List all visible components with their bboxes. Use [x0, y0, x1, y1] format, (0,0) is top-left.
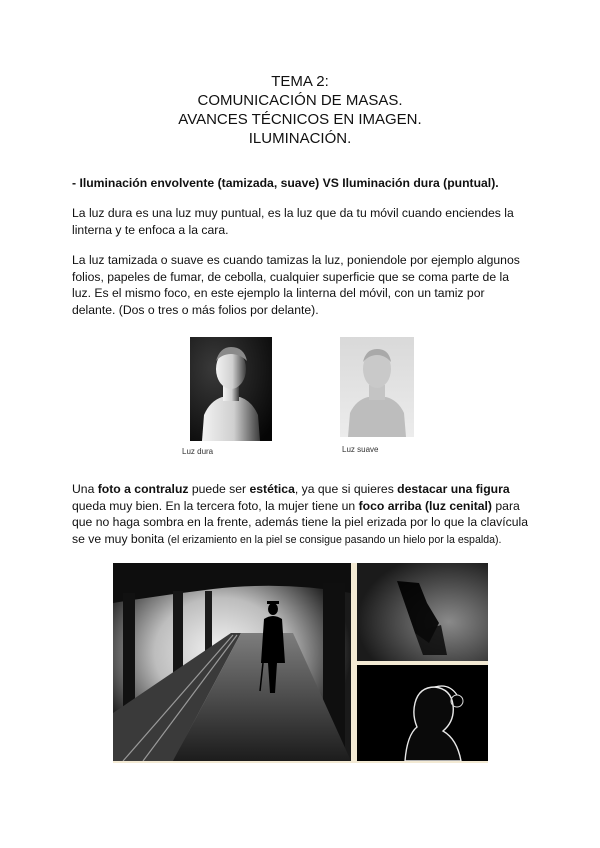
section-heading: - Iluminación envolvente (tamizada, suave) VS Iluminación dura (puntual).: [72, 176, 499, 190]
woman-backlit-photo: [357, 665, 488, 761]
p3-line-2: queda muy bien. En la tercera foto, la mujer tiene un foco arriba (luz cenital) para: [72, 498, 520, 513]
station-silhouette-photo: [113, 563, 351, 761]
bust-soft-light-photo: [340, 337, 414, 437]
p1-line-2: linterna y te enfoca a la cara.: [72, 222, 229, 237]
p2-line-1: La luz tamizada o suave es cuando tamizas la luz, poniendole por ejemplo algunos: [72, 253, 520, 267]
paragraph-hard-light: [72, 205, 532, 238]
p2-line-2: folios, papeles de fumar, de cebolla, cualquier superficie que se coma parte de la: [72, 269, 509, 284]
title-line-3: AVANCES TÉCNICOS EN IMAGEN.: [178, 111, 422, 128]
p3-line-1: Una foto a contraluz puede ser estética, ya que si quieres destacar una figura: [72, 482, 510, 496]
title-line-2: COMUNICACIÓN DE MASAS.: [197, 92, 403, 109]
p2-line-3: luz. Es el mismo foco, en este ejemplo la linterna del móvil, con un tamiz por: [72, 286, 485, 301]
p1-line-1: La luz dura es una luz muy puntual, es la luz que da tu móvil cuando enciendes la: [72, 206, 514, 220]
hand-shadow-photo: [357, 563, 488, 661]
paragraph-soft-light: [72, 252, 532, 318]
p2-line-4: delante. (Dos o tres o más folios por delante).: [72, 302, 319, 317]
title-line-1: TEMA 2:: [271, 73, 329, 90]
backlight-photo-collage: [113, 563, 488, 763]
paragraph-backlight: [72, 481, 532, 548]
title-line-4: ILUMINACIÓN.: [248, 130, 352, 147]
bust-hard-light-photo: [190, 337, 272, 441]
p3-line-3: que no haga sombra en la frente, además tiene la piel erizada por lo que la clavícula: [72, 515, 528, 530]
document-title: [0, 72, 600, 148]
bust-comparison-figure: [178, 333, 418, 463]
caption-soft-light: Luz suave: [342, 445, 379, 454]
caption-hard-light: Luz dura: [182, 447, 214, 456]
p3-line-4: se ve muy bonita (el erizamiento en la piel se consigue pasando un hielo por la espalda).: [72, 531, 502, 546]
